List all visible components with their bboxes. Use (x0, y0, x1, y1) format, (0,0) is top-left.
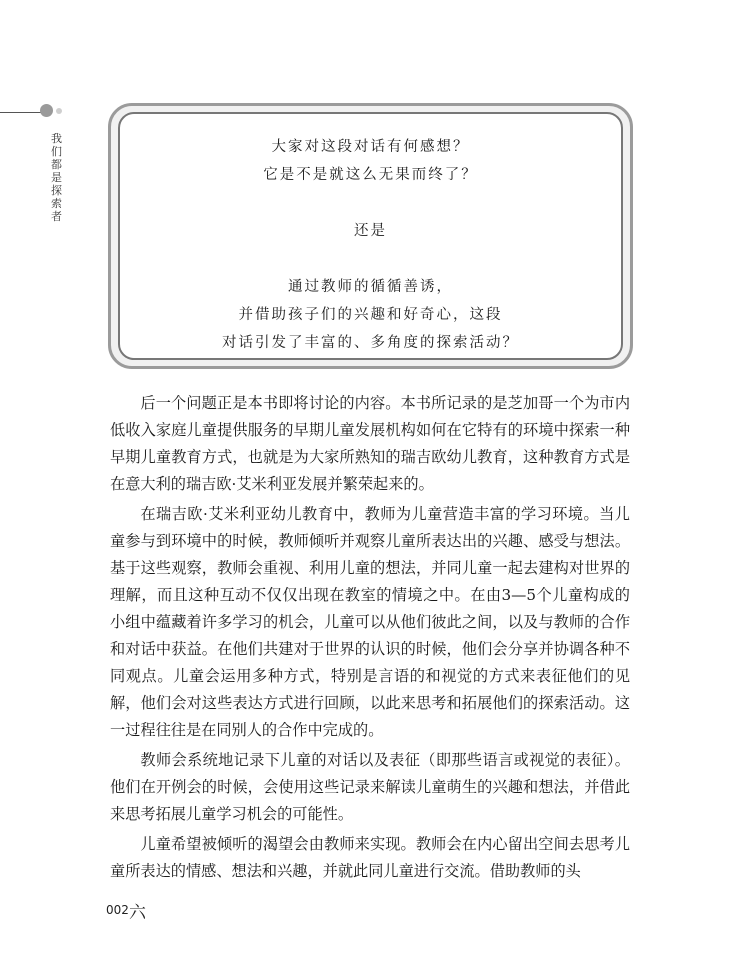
header-rule (0, 112, 43, 113)
quote-line-1: 大家对这段对话有何感想？ (271, 139, 470, 155)
header-dot-large (40, 104, 53, 117)
quote-line-4: 通过教师的循循善诱， (288, 279, 453, 295)
quote-line-3: 还是 (354, 223, 387, 239)
paragraph-4: 儿童希望被倾听的渴望会由教师来实现。教师会在内心留出空间去思考儿童所表达的情感、想法和兴趣，并就此同儿童进行交流。借助教师的头 (110, 835, 630, 880)
quote-line-2: 它是不是就这么无果而终了？ (263, 167, 478, 183)
quote-line-6: 对话引发了丰富的、多角度的探索活动？ (222, 335, 519, 351)
paragraph-3: 教师会系统地记录下儿童的对话以及表征（即那些语言或视觉的表征）。他们在开例会的时候，会使用这些记录来解读儿童萌生的兴趣和想法，并借此来思考拓展儿童学习机会的可能性。 (110, 751, 630, 823)
body-text (110, 390, 630, 888)
paragraph-1: 后一个问题正是本书即将讨论的内容。本书所记录的是芝加哥一个为市内低收入家庭儿童提供服务的早期儿童发展机构如何在它特有的环境中探索一种早期儿童教育方式，也就是为大家所熟知的瑞吉欧幼儿教育，这种教育方式是在意大利的瑞吉欧·艾米利亚发展并繁荣起来的。 (110, 394, 630, 493)
paragraph-2: 在瑞吉欧·艾米利亚幼儿教育中，教师为儿童营造丰富的学习环境。当儿童参与到环境中的时候，教师倾听并观察儿童所表达出的兴趣、感受与想法。基于这些观察，教师会重视、利用儿童的想法，并同儿童一起去建构对世界的理解，而且这种互动不仅仅出现在教室的情境之中。在由3—5个儿童构成的小组中蕴藏着许多学习的机会，儿童可以从他们彼此之间，以及与教师的合作和对话中获益。在他们共建对于世界的认识的时候，他们会分享并协调各种不同观点。儿童会运用多种方式，特别是言语的和视觉的方式来表征他们的见解，他们会对这些表达方式进行回顾，以此来思考和拓展他们的探索活动。这一过程往往是在同别人的合作中完成的。 (110, 505, 630, 739)
running-head: 我们都是探索者 (51, 132, 62, 223)
header-dot-small (56, 108, 62, 114)
page-number-glyph: 六 (129, 903, 146, 923)
quote-line-5: 并借助孩子们的兴趣和好奇心，这段 (238, 307, 503, 323)
page-number: 002 (106, 903, 129, 917)
